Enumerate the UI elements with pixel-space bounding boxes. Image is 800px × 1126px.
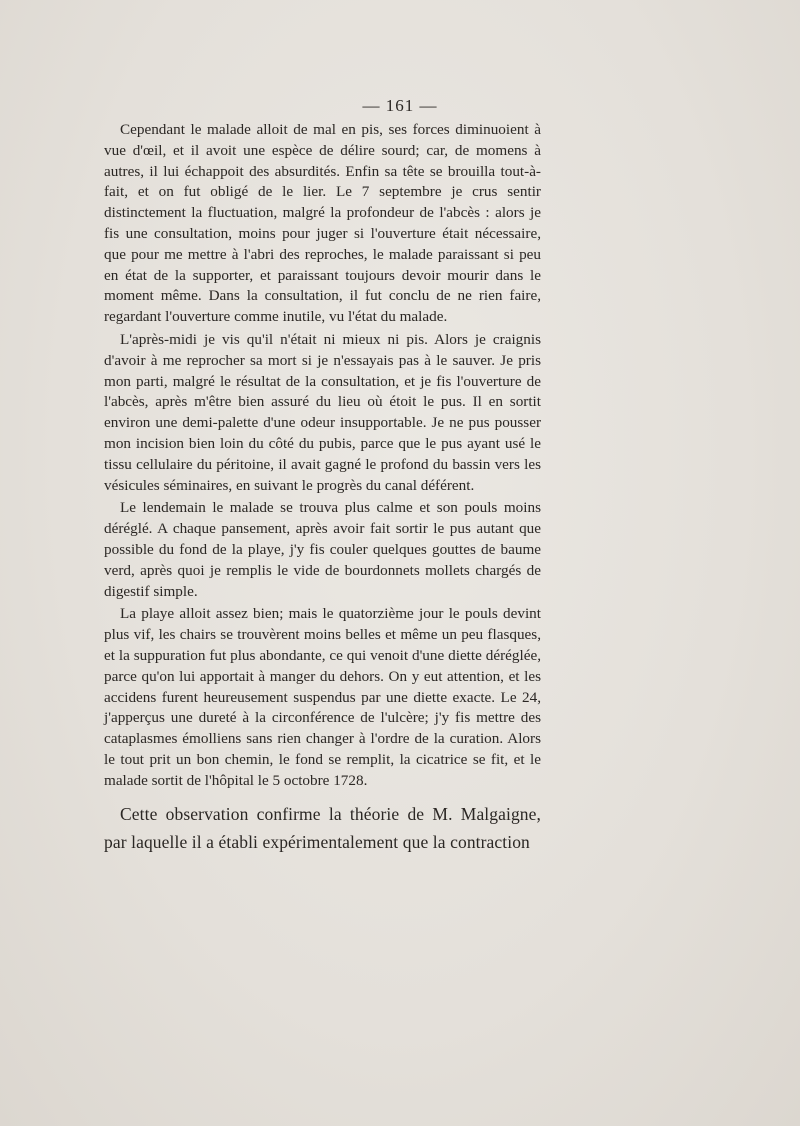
body-text	[104, 120, 541, 856]
page-number-header: — 161 —	[362, 96, 438, 115]
paragraph-4: La playe alloit assez bien; mais le quatorzième jour le pouls devint plus vif, les chairs se trouvèrent moins belles et même un peu flasques, et la suppuration fut plus abondante, ce qui venoit d'une diette déréglée, parce qu'on lui apportait à manger du dehors. On y eut attention, et les accidens furent heureusement suspendus par une diette exacte. Le 24, j'apperçus une dureté à la circonférence de l'ulcère; j'y fis mettre des cataplasmes émolliens sans rien changer à l'ordre de la curation. Alors le tout prit un bon chemin, le fond se remplit, la cicatrice se fit, et le malade sortit de l'hôpital le 5 octobre 1728.	[104, 605, 541, 789]
paragraph-2: L'après-midi je vis qu'il n'était ni mieux ni pis. Alors je craignis d'avoir à me reprocher sa mort si je n'essayais pas à le sauver. Je pris mon parti, malgré le résultat de la consultation, et je fis l'ouverture de l'abcès, après m'être bien assuré du lieu où étoit le pus. Il en sortit environ une demi-palette d'une odeur insupportable. Je ne pus pousser mon incision bien loin du côté du pubis, parce que le pus ayant usé le tissu cellulaire du péritoine, il avait gagné le profond du bassin vers les vésicules séminaires, en suivant le progrès du canal déférent.	[104, 330, 541, 494]
paragraph-3: Le lendemain le malade se trouva plus calme et son pouls moins déréglé. A chaque pansement, après avoir fait sortir le pus autant que possible du fond de la playe, j'y fis couler quelques gouttes de baume verd, après quoi je remplis le vide de bourdonnets mollets chargés de digestif simple.	[104, 499, 541, 600]
paragraph-1: Cependant le malade alloit de mal en pis, ses forces diminuoient à vue d'œil, et il avoit une espèce de délire sourd; car, de momens à autres, il lui échappoit des absurdités. Enfin sa tête se brouilla tout-à-fait, et on fut obligé de le lier. Le 7 septembre je crus sentir distinctement la fluctuation, malgré la profondeur de l'abcès : alors je fis une consultation, moins pour juger si l'ouverture était nécessaire, que pour me mettre à l'abri des reproches, le malade paraissant si peu en état de la supporter, et paraissant toujours devoir mourir dans le moment même. Dans la consultation, il fut conclu de ne rien faire, regardant l'ouverture comme inutile, vu l'état du malade.	[104, 121, 541, 326]
editor-note: Cette observation confirme la théorie de M. Malgaigne, par laquelle il a établi expérimentalement que la contraction	[104, 803, 541, 852]
